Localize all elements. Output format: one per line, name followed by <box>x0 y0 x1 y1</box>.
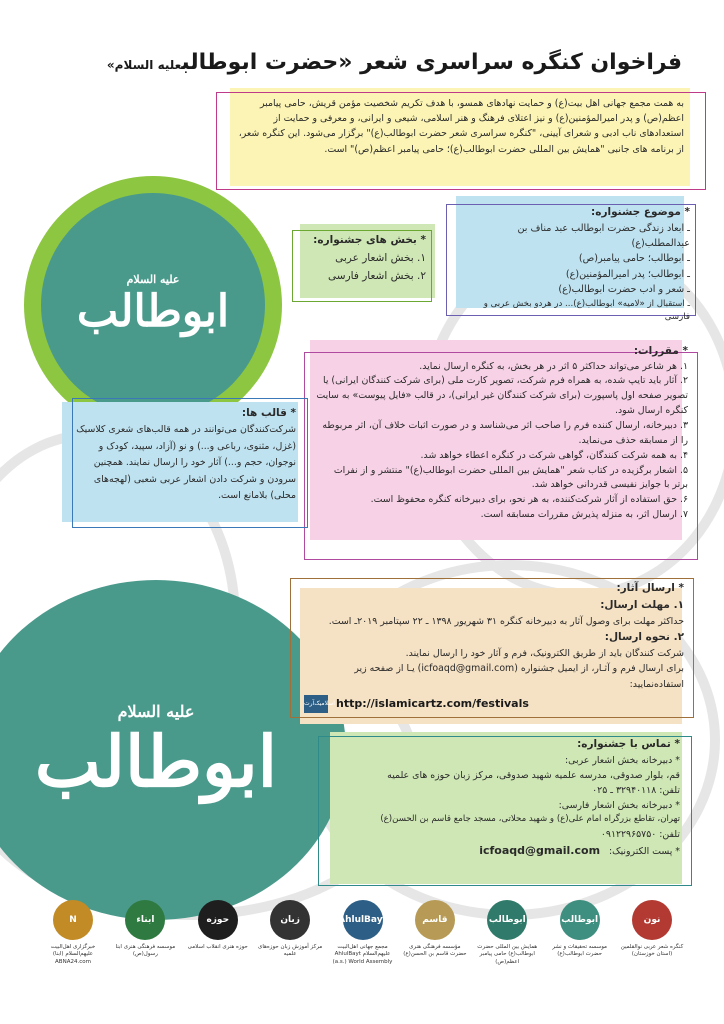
emblem-bottom <box>0 580 346 920</box>
forms-heading: * قالب ها: <box>241 407 296 419</box>
sponsor-logo-caption: مجمع جهانی اهل‌البیت علیهم‌السلام AhlulBayt (a.s.) World Assembly <box>332 944 393 965</box>
email-link[interactable]: icfoaqd@gmail.com <box>479 843 601 857</box>
rule-item: ۱. هر شاعر می‌تواند حداکثر ۵ اثر در هر بخش، به کنگره ارسال نماید. <box>419 360 688 372</box>
sponsor-logo <box>474 900 540 966</box>
sponsor-logo <box>330 900 396 966</box>
contact-heading: * تماس با جشنواره: <box>577 738 680 750</box>
sponsor-logo <box>547 900 613 959</box>
sponsor-logo-caption: کنگره شعر عربی نوالقلمین (استان خوزستان) <box>620 944 684 958</box>
emblem-top <box>41 193 265 417</box>
sponsor-logo-caption: خبرگزاری اهل‌البیت علیهم‌السلام (ابنا) ABNA24.com <box>50 944 96 965</box>
sponsor-logo-icon: ابناء <box>125 900 165 940</box>
sponsor-logo <box>40 900 106 966</box>
submission-box <box>304 580 684 713</box>
rule-item: ۷. ارسال اثر، به منزله پذیرش مقررات مسابقه است. <box>480 509 688 521</box>
emblem-small-text: علیه السلام <box>126 273 180 287</box>
rule-item: ۲. آثار باید تایپ شده، به همراه فرم شرکت، تصویر کارت ملی (برای شرکت کنندگان ایرانی) یا تصویر صفحه اول پاسپورت (برای شرکت کنندگان غیر ایرانی)، در قالب «فایل پیوست» به سایت کنگره ارسال شود. <box>316 375 688 417</box>
sponsor-logo <box>185 900 251 951</box>
emblem-ring-top <box>24 176 282 434</box>
topics-box <box>456 204 690 325</box>
sponsor-logo-icon: ابوطالب <box>560 900 600 940</box>
arabic-secretariat-address: قم، بلوار صدوقی، مدرسه علمیه شهید صدوقی، مرکز زبان حوزه های علمیه <box>387 769 680 781</box>
persian-secretariat-phone: تلفن: ۰۹۱۲۲۹۶۵۷۵۰ <box>600 828 680 840</box>
rule-item: ۴. به همه شرکت کنندگان، گواهی شرکت در کنگره اعطاء خواهد شد. <box>420 449 688 461</box>
emblem-bottom-main: ابوطالب <box>34 719 278 803</box>
sponsor-logos <box>40 900 685 990</box>
sponsor-logo-icon: قاسم <box>415 900 455 940</box>
persian-secretariat-address: تهران، تقاطع بزرگراه امام علی(ع) و شهید محلاتی، مسجد جامع قاسم بن الحسن(ع) <box>380 813 680 824</box>
section-item: ۲. بخش اشعار فارسی <box>328 269 426 282</box>
submission-heading: * ارسال آثار: <box>616 582 684 594</box>
festival-url-link[interactable]: http://islamicartz.com/festivals <box>336 697 529 711</box>
topic-item: ـ شعر و ادب حضرت ابوطالب(ع) <box>558 284 690 296</box>
rules-box <box>316 343 688 523</box>
emblem-main-text: ابوطالب <box>76 286 230 338</box>
forms-box <box>74 404 296 505</box>
topic-item: ـ استقبال از «لامیه» ابوطالب(ع)... در هردو بخش عربی و فارسی <box>483 298 690 323</box>
sponsor-logo-caption: موسسه تحقیقات و نشر حضرت ابوطالب(ع) <box>552 944 608 958</box>
page-title: فراخوان کنگره سراسری شعر «حضرت ابوطالبعلیه السلام» <box>106 50 682 75</box>
topic-item: ـ ابوطالب؛ پدر امیرالمؤمنین(ع) <box>565 268 690 280</box>
rules-heading: * مقررات: <box>633 345 688 357</box>
arabic-secretariat-phone: تلفن: ۳۲۹۴۰۱۱۸ ـ ۰۲۵ <box>592 784 680 796</box>
sponsor-logo-icon: N <box>53 900 93 940</box>
festival-link-row <box>304 695 684 713</box>
rule-item: ۶. حق استفاده از آثار شرکت‌کننده، به هر نحو، برای دبیرخانه کنگره محفوظ است. <box>370 494 688 506</box>
emblem-bottom-small: علیه السلام <box>117 701 195 721</box>
method-heading: ۲. نحوه ارسال: <box>604 631 684 644</box>
rule-item: ۵. اشعار برگزیده در کتاب شعر "همایش بین المللی حضرت ابوطالب(ع)" منتشر و از نفرات برتر با جوایز نفیسی قدردانی خواهد شد. <box>333 464 688 491</box>
contact-box <box>334 736 680 859</box>
topic-item: ـ ابعاد زندگی حضرت ابوطالب عبد مناف بن عبدالمطلب(ع) <box>517 222 690 250</box>
email-row <box>334 842 680 860</box>
sections-heading: * بخش های جشنواره: <box>313 234 426 246</box>
site-badge-icon: اسلامیک‌آرت <box>304 695 328 713</box>
sponsor-logo-caption: مؤسسه فرهنگی هنری حضرت قاسم بن الحسن(ع) <box>403 944 467 958</box>
sponsor-logo <box>402 900 468 959</box>
forms-text: شرکت‌کنندگان می‌توانند در همه قالب‌های شعری کلاسیک (غزل، مثنوی، رباعی و...) و نو (آزاد، سپید، کودک و نوجوان، حجم و...) آثار خود را ارسال نمایند. همچنین سرودن و شرکت دادن اشعار عربی شعبی (لهجه‌های محلی) بلامانع است. <box>76 424 296 502</box>
sponsor-logo <box>112 900 178 959</box>
intro-text: به همت مجمع جهانی اهل بیت(ع) و حمایت نهادهای همسو، با هدف تکریم شخصیت مؤمن قریش، حامی پیامبر اعظم(ص) و پدر امیرالمؤمنین(ع) و نیز اعتلای فرهنگ و هنر اسلامی، شیعی و ایرانی، و معرفی و حمایت از استعدادهای ناب ادبی و شعرای آیینی، "کنگره سراسری شعر حضرت ابوطالب(ع)" برگزار می‌شود. این کنگره شعر، از برنامه های جانبی "همایش بین المللی حضرت ابوطالب(ع)؛ حامی پیامبر اعظم(ص)" است. <box>238 98 684 155</box>
sponsor-logo-icon: زبان <box>270 900 310 940</box>
deadline-heading: ۱. مهلت ارسال: <box>600 599 684 611</box>
method-text: شرکت کنندگان باید از طریق الکترونیک، فرم و آثار خود را ارسال نمایند. <box>405 648 684 660</box>
sponsor-logo-caption: همایش بین المللی حضرت ابوطالب(ع) حامی پیامبر اعظم(ص) <box>477 944 538 965</box>
sponsor-logo-icon: حوزه <box>198 900 238 940</box>
sponsor-logo-icon: ابوطالب <box>487 900 527 940</box>
method-text: برای ارسال فرم و آثـار، از ایمیل جشنواره (icfoaqd@gmail.com) یـا از صفحه زیر استفاده‌نمایید: <box>354 663 684 690</box>
topic-item: ـ ابوطالب؛ حامی پیامبر(ص) <box>578 253 690 265</box>
sponsor-logo-icon: نون <box>632 900 672 940</box>
intro-box <box>234 96 684 157</box>
sponsor-logo-caption: موسسه فرهنگی هنری ابنا رسول(ص) <box>115 944 176 958</box>
sponsor-logo-icon: AhlulBayt <box>343 900 383 940</box>
sponsor-logo-caption: مرکز آموزش زبان حوزه‌های علمیه <box>258 944 323 958</box>
sponsor-logo <box>619 900 685 959</box>
section-item: ۱. بخش اشعار عربی <box>335 251 426 264</box>
sponsor-logo-caption: حوزه هنری انقلاب اسلامی <box>187 944 248 950</box>
arabic-secretariat-heading: * دبیرخانه بخش اشعار عربی: <box>564 754 680 766</box>
rule-item: ۳. دبیرخانه، ارسال کننده فرم را صاحب اثر می‌شناسد و در صورت اثبات خلاف آن، اثر مربوطه را از مسابقه حذف می‌نماید. <box>322 420 688 446</box>
sections-box <box>302 232 426 286</box>
topics-heading: * موضوع جشنواره: <box>591 206 690 218</box>
email-label: * پست الکترونیک: <box>609 845 680 857</box>
deadline-text: حداکثر مهلت برای وصول آثار به دبیرخانه کنگره ۳۱ شهریور ۱۳۹۸ ـ ۲۲ سپتامبر ۲۰۱۹ـ است. <box>328 616 684 627</box>
persian-secretariat-heading: * دبیرخانه بخش اشعار فارسی: <box>558 799 680 811</box>
sponsor-logo <box>257 900 323 959</box>
